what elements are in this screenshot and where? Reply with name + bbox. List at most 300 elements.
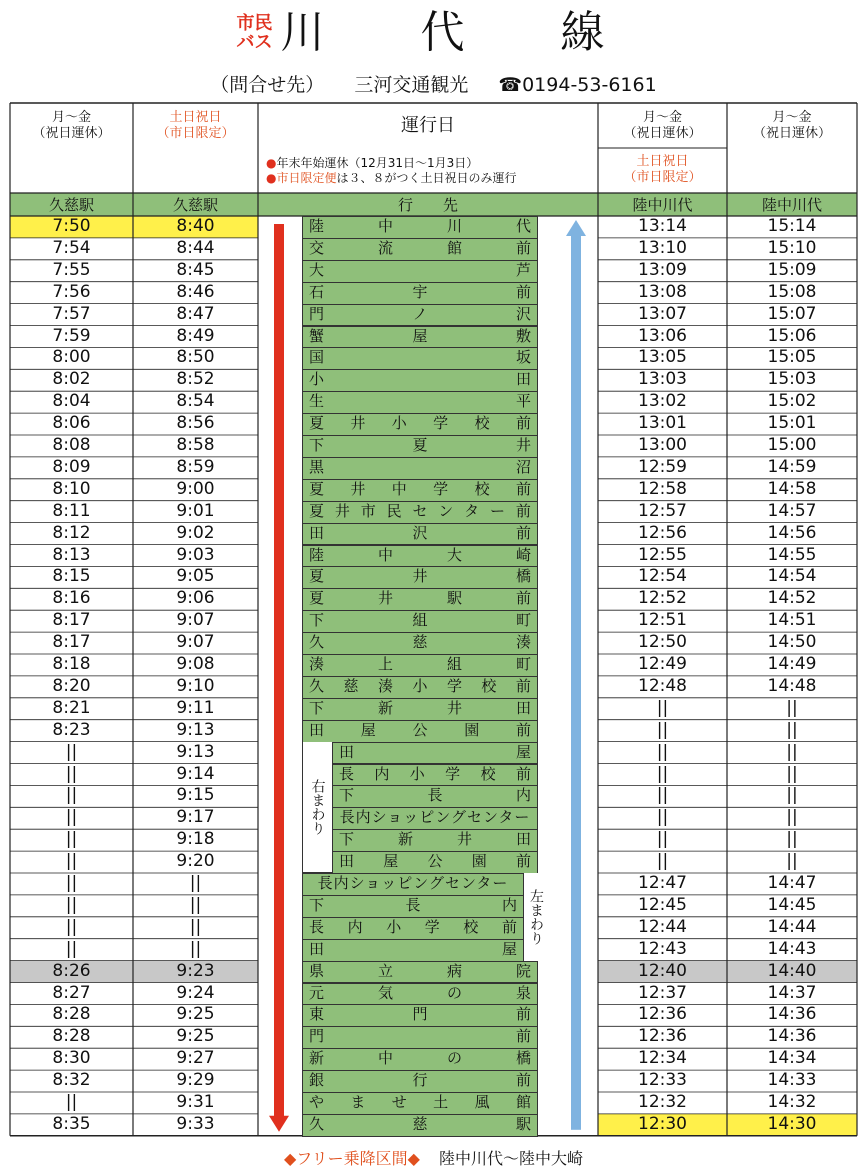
time-weekend-outbound: 9:01 [176, 500, 215, 521]
time-weekend-inbound: 12:40 [638, 960, 687, 981]
time-weekend-inbound: 13:14 [638, 216, 687, 236]
stop-name-char: 蟹 [309, 326, 325, 345]
stop-name-text: 長内ショッピングセンター [317, 874, 509, 892]
outbound-arrow [269, 224, 289, 1132]
time-weekend-inbound: || [656, 741, 669, 762]
time-weekend-outbound: || [189, 938, 202, 959]
stop-name-char: 院 [515, 961, 531, 980]
stop-name-char: 前 [515, 1005, 531, 1024]
free-boarding-note [0, 1146, 867, 1169]
time-weekday-outbound: || [65, 938, 78, 959]
stop-name-char: タ [464, 501, 480, 520]
stop-name-char: 黒 [309, 457, 325, 476]
stop-name-char: 校 [463, 917, 479, 936]
time-weekday-outbound: || [65, 916, 78, 937]
stop-name-char: 内 [515, 786, 531, 805]
time-weekday-outbound: 8:21 [52, 697, 91, 718]
stop-name [302, 304, 538, 327]
time-weekday-outbound: 8:13 [52, 544, 91, 565]
stop-name [302, 347, 538, 370]
time-weekend-inbound: 12:44 [638, 916, 687, 937]
stop-name-char: 新 [377, 698, 393, 717]
stop-name-char: 久 [309, 1114, 325, 1133]
stop-name-char: の [446, 983, 462, 1002]
stop-name-char: 前 [515, 1071, 531, 1090]
stop-name-char: 病 [446, 961, 462, 980]
stop-name-char: 校 [474, 479, 490, 498]
stop-name-char: 中 [377, 545, 393, 564]
stop-name-char: 交 [309, 238, 325, 257]
time-weekend-inbound: 13:03 [638, 369, 687, 390]
time-weekday-outbound: || [65, 741, 78, 762]
stop-name [302, 895, 524, 918]
stop-name-char: 代 [515, 217, 531, 235]
stop-name-char: 組 [412, 611, 428, 630]
time-weekend-inbound: || [656, 697, 669, 718]
time-weekday-inbound: 14:54 [767, 566, 817, 587]
stop-name [302, 983, 538, 1006]
time-weekday-outbound: 8:06 [52, 413, 91, 434]
stop-name-char: 沼 [515, 457, 531, 476]
time-weekday-outbound: || [65, 894, 78, 915]
stop-name-char: 久 [309, 676, 325, 695]
stop-name-char: 長 [427, 786, 443, 805]
time-weekday-outbound: 7:54 [52, 237, 91, 258]
time-weekday-inbound: 14:33 [767, 1070, 817, 1091]
stop-name-char: 久 [309, 633, 325, 652]
time-weekday-inbound: 14:50 [767, 632, 817, 653]
stop-name-char: 長 [339, 764, 355, 783]
stop-name [302, 939, 524, 962]
time-weekday-inbound: || [786, 785, 798, 806]
time-weekend-inbound: 12:45 [638, 894, 687, 915]
stop-name-char: 流 [377, 238, 393, 257]
stop-name-char: 内 [374, 764, 390, 783]
operating-note [266, 171, 594, 186]
time-weekend-outbound: 9:18 [176, 829, 215, 850]
time-weekday-inbound: 14:47 [767, 873, 817, 893]
time-weekday-outbound: 8:23 [52, 719, 91, 740]
time-weekday-inbound: 14:55 [767, 544, 817, 565]
time-weekday-inbound: || [786, 741, 798, 762]
time-weekend-outbound: 8:56 [176, 413, 215, 434]
stop-name [302, 566, 538, 589]
time-weekday-outbound: 8:27 [52, 982, 91, 1003]
operating-note [266, 156, 594, 171]
stop-name-char: 屋 [501, 939, 517, 958]
stop-name-char: 陸 [309, 217, 325, 235]
time-weekday-outbound: 7:59 [52, 325, 91, 346]
time-weekend-outbound: 8:50 [176, 347, 215, 368]
stop-name-char: 学 [445, 764, 461, 783]
stop-name-char: 夏 [412, 436, 428, 454]
stop-name-char: 大 [446, 545, 462, 564]
time-weekday-outbound: || [65, 851, 78, 872]
stop-name-char: 陸 [309, 545, 325, 564]
stop-name-char: 川 [446, 217, 462, 235]
stop-name-char: 町 [515, 655, 531, 673]
stop-name [302, 1048, 538, 1071]
stop-name-char: 芦 [515, 260, 531, 279]
stop-name-char: 町 [515, 611, 531, 630]
time-weekday-outbound: 7:55 [52, 259, 91, 280]
stop-name-char: ノ [412, 304, 428, 323]
stop-name [332, 764, 538, 787]
stop-name [302, 238, 538, 261]
time-weekday-outbound: 8:12 [52, 522, 91, 543]
time-weekend-inbound: 12:49 [638, 654, 687, 674]
header-terminal-col5: 陸中川代 [761, 196, 822, 214]
stop-name-char: 下 [339, 786, 355, 805]
stop-name [332, 742, 538, 765]
stop-name-char: 公 [412, 720, 428, 739]
stop-name-char: 前 [515, 589, 531, 608]
stop-name-char: 夏 [309, 501, 325, 520]
time-weekend-outbound: 9:33 [176, 1113, 215, 1134]
time-weekend-inbound: || [656, 719, 669, 740]
time-weekday-inbound: 15:00 [767, 435, 817, 455]
time-weekend-outbound: 9:08 [176, 654, 215, 674]
time-weekend-inbound: 12:52 [638, 588, 687, 609]
time-weekend-outbound: 8:40 [176, 216, 215, 236]
stop-name [302, 326, 538, 349]
stop-name-char: 屋 [383, 852, 399, 871]
stop-name-char: 崎 [515, 545, 531, 564]
note-text: 市日限定便は３、８がつく土日祝日のみ運行 [276, 171, 517, 185]
time-weekday-inbound: 14:45 [767, 894, 817, 915]
time-weekend-inbound: || [656, 785, 669, 806]
time-weekday-inbound: 15:09 [767, 259, 817, 280]
loop-label-right: 右まわり [302, 742, 332, 873]
header-operating-days: 運行日 [401, 115, 455, 136]
header-weekday-col4: 月～金 （祝日運休） [623, 110, 702, 141]
time-weekday-inbound: || [786, 807, 798, 828]
stop-name-char: 館 [446, 238, 462, 257]
stop-name-char: 駅 [446, 589, 462, 608]
time-weekend-inbound: 12:57 [638, 500, 687, 521]
stop-name [302, 545, 538, 568]
time-weekend-inbound: 12:47 [638, 873, 687, 893]
stop-name [302, 391, 538, 414]
stop-name-char: 新 [397, 830, 413, 849]
stop-name-char: 宇 [412, 282, 428, 301]
header-terminal-col4: 陸中川代 [632, 196, 693, 214]
time-weekday-outbound: 8:32 [52, 1070, 91, 1091]
stop-name-char: 屋 [360, 720, 376, 739]
time-weekday-outbound: || [65, 1092, 78, 1112]
time-weekday-inbound: 15:08 [767, 281, 817, 302]
time-weekday-outbound: 8:28 [52, 1026, 91, 1047]
stop-name-char: 前 [501, 917, 517, 936]
stop-name-char: 気 [377, 983, 393, 1002]
stop-name-char: 前 [515, 852, 531, 871]
stop-name [302, 917, 524, 940]
stop-name-char: 橋 [515, 567, 531, 586]
stop-name [302, 1070, 538, 1093]
time-weekday-inbound: || [786, 697, 798, 718]
time-weekday-outbound: || [65, 763, 78, 784]
stop-name-char: 小 [409, 764, 425, 783]
time-weekday-inbound: 15:14 [767, 216, 817, 236]
stop-name-char: 中 [391, 479, 407, 498]
stop-name-char: 屋 [412, 326, 428, 345]
stop-name-char: 前 [515, 501, 531, 520]
stop-name-char: 国 [309, 348, 325, 367]
stop-name-char: 市 [360, 501, 376, 520]
time-weekend-inbound: 12:36 [638, 1004, 687, 1025]
operating-notes [266, 156, 594, 186]
time-weekend-outbound: 8:45 [176, 259, 215, 280]
stop-name-char: 元 [309, 983, 325, 1002]
contact-label: （問合せ先） [210, 74, 325, 96]
stop-name-char: 学 [433, 414, 449, 433]
time-weekend-outbound: 8:58 [176, 435, 215, 455]
time-weekend-outbound: 9:31 [176, 1092, 215, 1112]
stop-name [302, 961, 538, 984]
time-weekday-inbound: 14:34 [767, 1048, 817, 1069]
time-weekend-outbound: 9:25 [176, 1004, 215, 1025]
time-weekend-outbound: 9:11 [176, 697, 215, 718]
note-text: 年末年始運休（12月31日～1月3日） [276, 156, 479, 170]
time-weekend-inbound: 12:51 [638, 610, 687, 631]
stop-name-char: 上 [377, 655, 393, 673]
time-weekend-outbound: 8:54 [176, 391, 215, 412]
stop-name-char: 新 [309, 1049, 325, 1068]
stop-name-char: 下 [339, 830, 355, 849]
stop-name-char: 前 [515, 238, 531, 257]
time-weekday-outbound: 8:10 [52, 478, 91, 499]
time-weekend-outbound: 8:49 [176, 325, 215, 346]
stop-name [302, 1114, 538, 1137]
stop-name-char: 沢 [412, 523, 428, 542]
time-weekend-inbound: || [656, 763, 669, 784]
header-weekday-col5: 月～金 （祝日運休） [752, 110, 831, 141]
stop-name [302, 654, 538, 677]
stop-name-char: 湊 [515, 633, 531, 652]
time-weekday-outbound: 8:00 [52, 347, 91, 368]
stop-name-char: 立 [377, 961, 393, 980]
time-weekday-inbound: 14:58 [767, 478, 817, 499]
time-weekday-outbound: || [65, 785, 78, 806]
time-weekday-inbound: || [786, 763, 798, 784]
stop-name-char: 小 [309, 370, 325, 389]
time-weekend-outbound: 9:14 [176, 763, 215, 784]
stop-name-char: 中 [377, 1049, 393, 1068]
header-origin-col1: 久慈駅 [48, 196, 94, 214]
stop-name [302, 632, 538, 655]
time-weekday-outbound: 8:20 [52, 675, 91, 696]
stop-name-char: 田 [339, 742, 355, 761]
time-weekend-inbound: 12:30 [638, 1113, 687, 1134]
stop-name [302, 720, 538, 743]
stop-name-char: 前 [515, 720, 531, 739]
time-weekday-outbound: 7:50 [52, 216, 91, 236]
stop-name-char: 夏 [309, 414, 325, 433]
time-weekend-inbound: 12:48 [638, 675, 687, 696]
time-weekday-inbound: 15:01 [767, 413, 817, 434]
time-weekend-outbound: 9:13 [176, 741, 215, 762]
time-weekday-inbound: 14:30 [767, 1113, 817, 1134]
stop-name-char: 石 [309, 282, 325, 301]
stop-name [302, 501, 538, 524]
stop-name-char: 前 [515, 523, 531, 542]
time-weekday-outbound: || [65, 829, 78, 850]
time-weekend-outbound: 9:23 [176, 960, 215, 981]
time-weekday-outbound: 8:04 [52, 391, 91, 412]
time-weekday-inbound: 14:56 [767, 522, 817, 543]
stop-name [302, 873, 524, 896]
time-weekday-inbound: 14:57 [767, 500, 817, 521]
time-weekday-outbound: 8:08 [52, 435, 91, 455]
header-origin-col2: 久慈駅 [172, 196, 218, 214]
stop-name-char: 夏 [309, 589, 325, 608]
stop-name-char: 田 [339, 852, 355, 871]
time-weekend-outbound: 9:27 [176, 1048, 215, 1069]
time-weekday-inbound: 14:49 [767, 654, 817, 674]
time-weekend-inbound: 12:43 [638, 938, 687, 959]
header-weekday-col1: 月～金 （祝日運休） [32, 110, 111, 141]
stop-name-char: 館 [515, 1093, 531, 1111]
stop-name-char: 田 [515, 698, 531, 717]
stop-name-text: 長内ショッピングセンター [339, 808, 531, 827]
time-weekend-outbound: || [189, 894, 202, 915]
stop-name-char: 小 [386, 917, 402, 936]
stop-name [302, 698, 538, 721]
stop-name-char: 行 [412, 1071, 428, 1090]
stop-name [302, 588, 538, 611]
time-weekend-outbound: 8:52 [176, 369, 215, 390]
stop-name-char: 長 [309, 917, 325, 936]
stop-name-char: 学 [424, 917, 440, 936]
stop-name-char: 前 [515, 479, 531, 498]
time-weekend-outbound: || [189, 916, 202, 937]
stop-name-char: 公 [427, 852, 443, 871]
contact-phone: ☎0194-53-6161 [498, 74, 657, 96]
free-boarding-label: ◆フリー乗降区間◆ [283, 1149, 420, 1168]
stop-name-char: 湊 [309, 655, 325, 673]
stop-name-char: 小 [412, 676, 428, 695]
time-weekday-inbound: 14:37 [767, 982, 817, 1003]
route-name: 川 代 線 [280, 7, 631, 58]
stop-name [302, 457, 538, 480]
header-destination: 行 先 [397, 196, 458, 214]
stop-name-char: 下 [309, 436, 325, 454]
stop-name [302, 676, 538, 699]
stop-name [332, 807, 538, 830]
stop-name [302, 369, 538, 392]
time-weekend-outbound: 8:46 [176, 281, 215, 302]
time-weekday-outbound: 8:02 [52, 369, 91, 390]
stop-name-char: 田 [309, 720, 325, 739]
time-weekend-outbound: 9:06 [176, 588, 215, 609]
stop-name-char: 長 [405, 895, 421, 914]
time-weekday-outbound: 8:16 [52, 588, 91, 609]
stop-name-char: 慈 [412, 1114, 428, 1133]
time-weekend-outbound: 9:03 [176, 544, 215, 565]
time-weekend-inbound: 13:08 [638, 281, 687, 302]
time-weekend-inbound: 13:00 [638, 435, 687, 455]
stop-name-char: ー [490, 501, 506, 520]
time-weekend-outbound: 9:24 [176, 982, 215, 1003]
stop-name-char: 前 [515, 414, 531, 433]
time-weekend-outbound: || [189, 873, 202, 893]
stop-name [302, 1004, 538, 1027]
time-weekday-inbound: 15:05 [767, 347, 817, 368]
time-weekend-inbound: 12:32 [638, 1092, 687, 1112]
contact-company: 三河交通観光 [354, 74, 469, 96]
header-weekend-col4: 土日祝日 （市日限定） [623, 154, 702, 185]
time-weekday-outbound: 8:17 [52, 632, 91, 653]
stop-name-char: 門 [309, 1027, 325, 1046]
stop-name-char: 前 [515, 282, 531, 301]
stop-name [302, 260, 538, 283]
time-weekday-inbound: 14:51 [767, 610, 817, 631]
time-weekday-inbound: 14:32 [767, 1092, 817, 1112]
stop-name-char: 田 [515, 830, 531, 849]
time-weekend-outbound: 9:05 [176, 566, 215, 587]
stop-name [302, 610, 538, 633]
time-weekday-outbound: 7:57 [52, 303, 91, 324]
time-weekend-inbound: 13:02 [638, 391, 687, 412]
stop-name-char: 敷 [515, 326, 531, 345]
stop-name [332, 829, 538, 852]
stop-name-char: 井 [456, 830, 472, 849]
time-weekend-outbound: 9:20 [176, 851, 215, 872]
stop-name-char: 田 [515, 370, 531, 389]
time-weekend-inbound: 13:05 [638, 347, 687, 368]
stop-name-char: 前 [515, 764, 531, 783]
time-weekday-inbound: 15:10 [767, 237, 817, 258]
time-weekend-inbound: 12:37 [638, 982, 687, 1003]
stop-name-char: 湊 [377, 676, 393, 695]
stop-name-char: 沢 [515, 304, 531, 323]
stop-name-char: 校 [481, 676, 497, 695]
note-bullet: ● [266, 171, 277, 185]
time-weekend-outbound: 9:02 [176, 522, 215, 543]
time-weekend-inbound: || [656, 829, 669, 850]
time-weekend-outbound: 8:59 [176, 456, 215, 477]
stop-name-char: 校 [474, 414, 490, 433]
time-weekend-inbound: 12:54 [638, 566, 687, 587]
time-weekday-outbound: 8:26 [52, 960, 91, 981]
stop-name-char: 内 [347, 917, 363, 936]
time-weekend-outbound: 9:10 [176, 675, 215, 696]
stop-name-char: 平 [515, 392, 531, 411]
time-weekend-inbound: 13:09 [638, 259, 687, 280]
time-weekend-outbound: 9:17 [176, 807, 215, 828]
stop-name-char: 門 [309, 304, 325, 323]
time-weekend-inbound: 13:06 [638, 325, 687, 346]
time-weekend-inbound: 12:36 [638, 1026, 687, 1047]
stop-name-char: 井 [334, 501, 350, 520]
time-weekend-inbound: 12:58 [638, 478, 687, 499]
time-weekday-outbound: 8:18 [52, 654, 91, 674]
time-weekend-inbound: || [656, 851, 669, 872]
stop-name-char: 園 [464, 720, 480, 739]
stop-name-char: 東 [309, 1005, 325, 1024]
time-weekday-outbound: 8:15 [52, 566, 91, 587]
stop-name-char: 学 [446, 676, 462, 695]
stop-name-char: 下 [309, 698, 325, 717]
time-weekend-outbound: 9:15 [176, 785, 215, 806]
stop-name-char: 中 [377, 217, 393, 235]
stop-name-char: 井 [515, 436, 531, 454]
stop-name [302, 1092, 538, 1115]
stop-name-char: 小 [391, 414, 407, 433]
stop-name [302, 435, 538, 458]
stop-name-char: 大 [309, 260, 325, 279]
time-weekend-inbound: 12:56 [638, 522, 687, 543]
